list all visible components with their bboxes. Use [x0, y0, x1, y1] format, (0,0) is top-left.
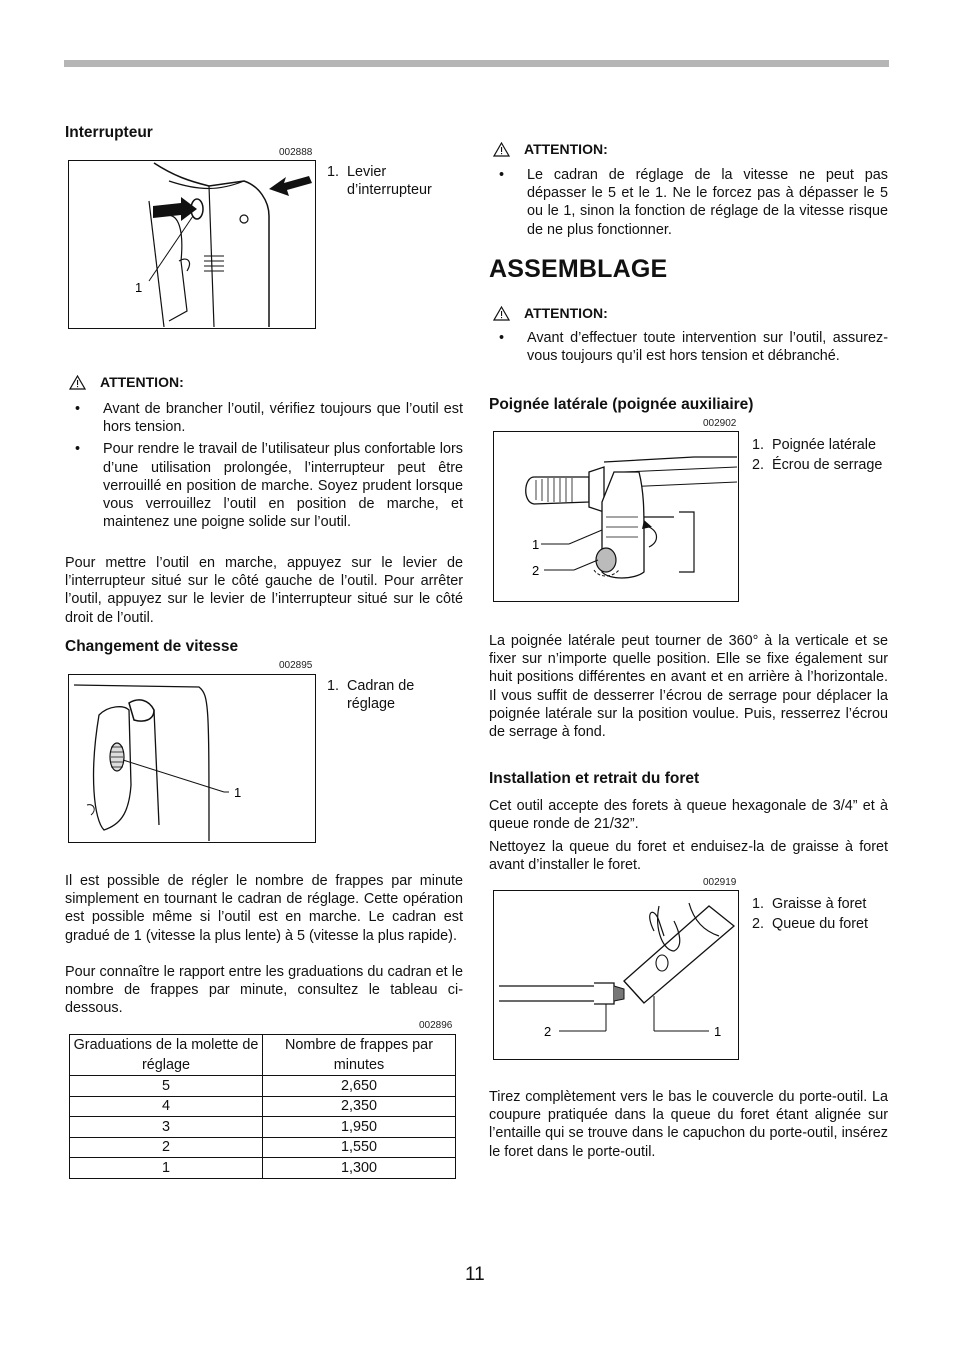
section-title-interrupteur: Interrupteur	[65, 124, 153, 141]
figure-bit-grease	[493, 890, 739, 1060]
figure-code: 002888	[279, 147, 313, 158]
bullet-item: • Avant d’effectuer toute intervention sur l’outil, assurez-vous toujours qu’il est hors tension et débranché.	[499, 330, 888, 365]
figure-code: 002919	[703, 877, 737, 888]
bit-grease-drawing	[494, 891, 737, 1058]
table-row: 3 1,950	[70, 1117, 456, 1138]
callout-1: 1	[532, 537, 540, 552]
bullet-item: • Pour rendre le travail de l’utilisateur plus confortable lors d’une utilisation prolongée, l’interrupteur peut être verrouillé en position de marche. Soyez prudent lorsque vous verrouillez l’outil en position de marche, et maintenez une poigne solide sur l’outil.	[75, 441, 463, 531]
legend-foret: 1. Graisse à foret 2. Queue du foret	[752, 896, 869, 933]
table-row: 2 1,550	[70, 1137, 456, 1158]
paragraph-poignee: La poignée latérale peut tourner de 360° à la verticale et se fixer sur n’importe quelle position. Elle se fixe également sur huit positions différentes en avant et en arrière à l’horizontale. Il vous suffit de desserrer l’écrou de serrage pour déplacer la poignée latérale sur la position voulue. Puis, resserrez l’écrou de serrage à fond.	[489, 633, 888, 741]
table-header-cell: Graduations de la molette de réglage	[70, 1035, 263, 1076]
warning-triangle-icon	[69, 375, 86, 390]
paragraph-foret-1: Cet outil accepte des forets à queue hexagonale de 3/4” et à queue ronde de 21/32”.	[489, 798, 888, 833]
attention-bullets	[489, 329, 888, 365]
section-title-vitesse: Changement de vitesse	[65, 638, 239, 655]
paragraph-foret-2: Nettoyez la queue du foret et enduisez-la de graisse à foret avant d’installer le foret.	[489, 839, 888, 874]
legend-interrupteur: 1. Levier d’interrupteur	[327, 164, 432, 199]
callout-2: 2	[544, 1024, 552, 1039]
callout-2: 2	[532, 563, 540, 578]
figure-speed-dial	[68, 674, 316, 843]
table-row: 4 2,350	[70, 1096, 456, 1117]
section-title-foret: Installation et retrait du foret	[489, 770, 700, 787]
figure-switch-illustration	[68, 160, 316, 329]
paragraph-vitesse-2: Pour connaître le rapport entre les graduations du cadran et le nombre de frappes par minute, consultez le tableau ci-dessous.	[65, 964, 463, 1017]
figure-side-handle	[493, 431, 739, 602]
page-number: 11	[465, 1264, 485, 1285]
attention-header: ATTENTION:	[493, 305, 608, 321]
switch-drawing	[69, 161, 314, 327]
bullet-item: • Le cadran de réglage de la vitesse ne peut pas dépasser le 5 et le 1. Ne le forcez pas à dépasser le 5 ou le 1, sinon la fonction de réglage de la vitesse risque de ne plus fonctionner.	[499, 167, 888, 238]
attention-bullets	[65, 400, 463, 531]
figure-code: 002902	[703, 418, 737, 429]
attention-bullets	[489, 166, 888, 239]
callout-1: 1	[135, 280, 143, 295]
paragraph-switch: Pour mettre l’outil en marche, appuyez sur le levier de l’interrupteur situé sur le côté gauche de l’outil. Pour arrêter l’outil, appuyez sur le levier de l’interrupteur situé sur le côté droit de l’outil.	[65, 555, 463, 626]
bullet-item: • Avant de brancher l’outil, vérifiez toujours que l’outil est hors tension.	[75, 401, 463, 436]
table-row: 5 2,650	[70, 1076, 456, 1097]
table-row: 1 1,300	[70, 1158, 456, 1179]
section-title-assemblage: ASSEMBLAGE	[489, 255, 668, 283]
table-header-cell: Nombre de frappes par minutes	[263, 1035, 456, 1076]
paragraph-vitesse-1: Il est possible de régler le nombre de frappes par minute simplement en tournant le cadran de réglage. Cette opération est possible même si l’outil est en marche. Le cadran est gradué de 1 (vitesse la plus lente) à 5 (vitesse la plus rapide).	[65, 873, 463, 944]
callout-1: 1	[714, 1024, 722, 1039]
paragraph-final: Tirez complètement vers le bas le couvercle du porte-outil. La coupure pratiquée dans la queue du foret étant alignée sur l’entaille qui se trouve dans le capuchon du porte-outil, insérez le foret dans le porte-outil.	[489, 1089, 888, 1160]
table-code: 002896	[419, 1020, 453, 1031]
legend-vitesse: 1. Cadran de réglage	[327, 678, 415, 713]
section-title-poignee: Poignée latérale (poignée auxiliaire)	[489, 396, 754, 413]
figure-code: 002895	[279, 660, 313, 671]
speed-dial-drawing	[69, 675, 314, 841]
callout-1: 1	[234, 785, 242, 800]
table-header-row	[70, 1035, 456, 1076]
warning-triangle-icon	[493, 306, 510, 321]
attention-header: ATTENTION:	[493, 141, 608, 157]
warning-triangle-icon	[493, 142, 510, 157]
attention-header: ATTENTION:	[69, 374, 184, 390]
speed-table	[69, 1034, 456, 1179]
header-rule	[64, 60, 889, 67]
legend-poignee: 1. Poignée latérale 2. Écrou de serrage	[752, 437, 883, 474]
side-handle-drawing	[494, 432, 737, 600]
